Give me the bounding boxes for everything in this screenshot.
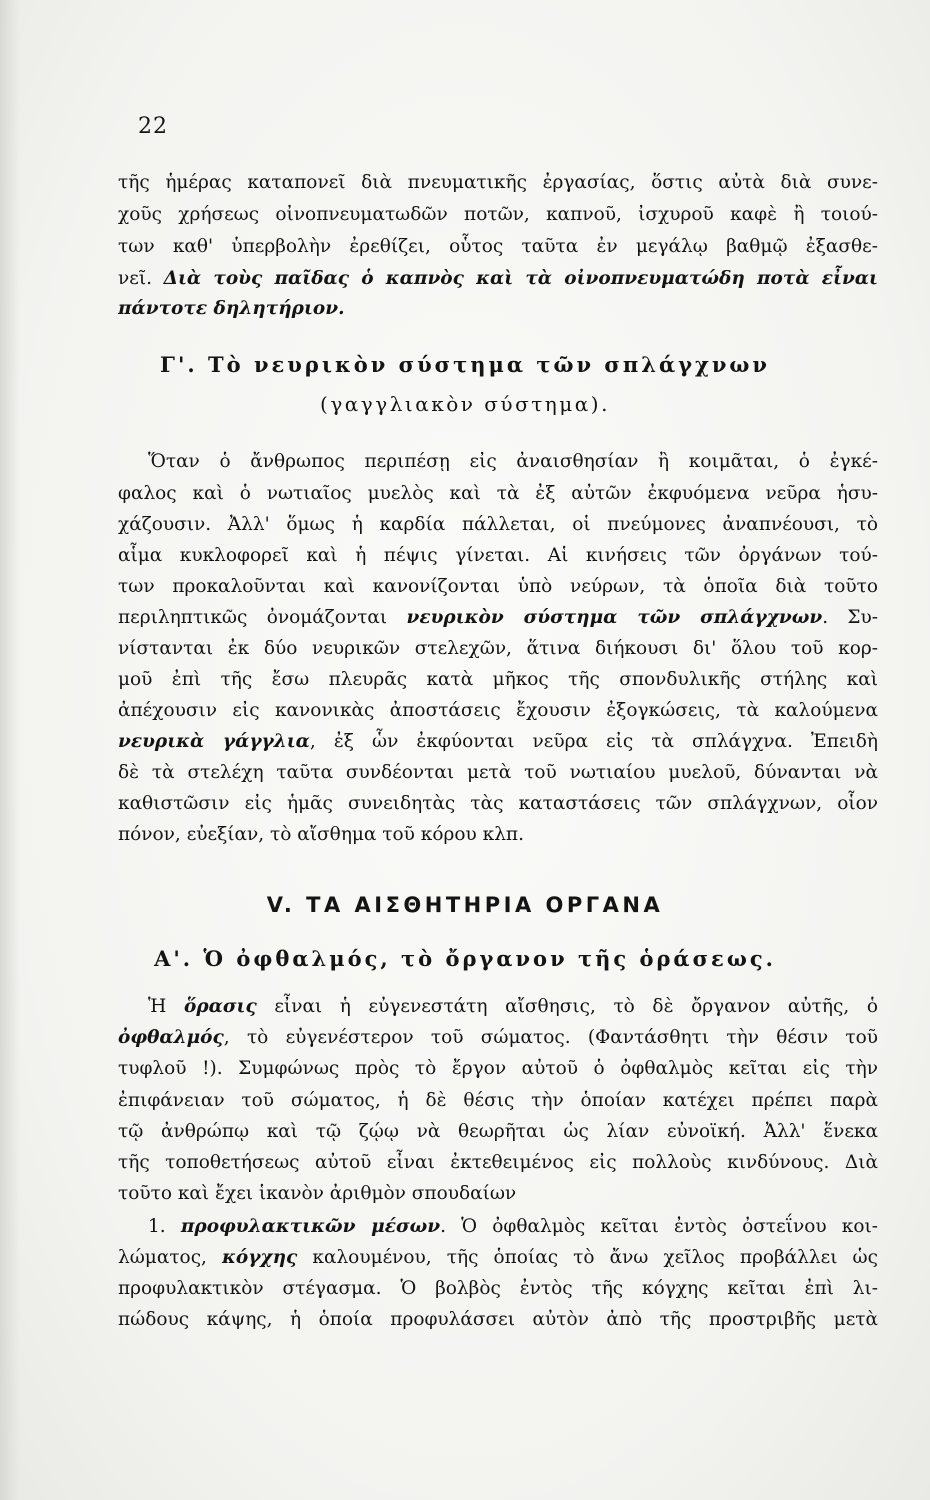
plain-text: καλουμένου, τῆς ὁποίας τὸ ἄνω χεῖλος προβάλλει ὡς <box>297 1247 878 1268</box>
paragraph-line: τῆς τοποθετήσεως αὐτοῦ εἶναι ἐκτεθειμένος εἰς πολλοὺς κινδύνους. Διὰ <box>118 1152 878 1173</box>
paragraph-line: καθιστῶσιν εἰς ἡμᾶς συνειδητὰς τὰς καταστάσεις τῶν σπλάγχνων, οἷον <box>118 793 878 814</box>
page-edge-shadow <box>0 0 20 1500</box>
paragraph-line <box>148 992 878 1022</box>
emphasis-text: κόγχης <box>222 1247 298 1268</box>
paragraph-line: τυφλοῦ !). Συμφώνως πρὸς τὸ ἔργον αὐτοῦ ὁ ὀφθαλμὸς κεῖται εἰς τὴν <box>118 1058 878 1079</box>
section-heading: Γ'. Τὸ νευρικὸν σύστημα τῶν σπλάγχνων <box>160 352 770 377</box>
paragraph-line: χοῦς χρήσεως οἰνοπνευματωδῶν ποτῶν, καπνοῦ, ἰσχυροῦ καφὲ ἢ τοιού- <box>118 204 878 225</box>
paragraph-line: προφυλακτικὸν στέγασμα. Ὁ βολβὸς ἐντὸς τῆς κόγχης κεῖται ἐπὶ λι- <box>118 1278 878 1299</box>
paragraph-line: των προκαλοῦνται καὶ κανονίζονται ὑπὸ νεύρων, τὰ ὁποῖα διὰ τοῦτο <box>118 576 878 597</box>
paragraph-line: αἷμα κυκλοφορεῖ καὶ ἡ πέψις γίνεται. Αἱ κινήσεις τῶν ὀργάνων τού- <box>118 545 878 566</box>
plain-text: περιληπτικῶς ὀνομάζονται <box>118 607 407 628</box>
emphasis-text: νευρικὸν σύστημα τῶν σπλάγχνων <box>406 607 823 628</box>
plain-text: , ἐξ ὧν ἐκφύονται νεῦρα εἰς τὰ σπλάγχνα. Ἐπειδὴ <box>309 731 878 752</box>
paragraph-line: ἐπιφάνειαν τοῦ σώματος, ἡ δὲ θέσις τὴν ὁποίαν κατέχει πρέπει παρὰ <box>118 1090 878 1111</box>
paragraph-line <box>148 1212 878 1242</box>
paragraph-line: φαλος καὶ ὁ νωτιαῖος μυελὸς καὶ τὰ ἐξ αὐτῶν ἐκφυόμενα νεῦρα ἡσυ- <box>118 483 878 504</box>
paragraph-line: τῆς ἡμέρας καταπονεῖ διὰ πνευματικῆς ἐργασίας, ὅστις αὐτὰ διὰ συνε- <box>118 172 878 193</box>
paragraph-line: Ὅταν ὁ ἄνθρωπος περιπέσῃ εἰς ἀναισθησίαν ἢ κοιμᾶται, ὁ ἐγκέ- <box>148 451 878 472</box>
plain-text: . Ὁ ὀφθαλμὸς κεῖται ἐντὸς ὀστεΐνου κοι- <box>440 1216 878 1237</box>
plain-text: 1. <box>148 1216 181 1237</box>
paragraph-line <box>118 1023 878 1053</box>
chapter-heading: V. ΤΑ ΑΙΣΘΗΤΗΡΙΑ ΟΡΓΑΝΑ <box>266 893 664 917</box>
emphasis-text: προφυλακτικῶν μέσων <box>180 1216 441 1237</box>
paragraph-line: νίστανται ἐκ δύο νευρικῶν στελεχῶν, ἅτινα διήκουσι δι' ὅλου τοῦ κορ- <box>118 638 878 659</box>
paragraph-line <box>118 294 878 324</box>
plain-text: Ἡ <box>148 996 184 1017</box>
paragraph-line <box>118 1243 878 1273</box>
emphasis-text: νευρικὰ γάγγλια <box>118 731 310 752</box>
paragraph-line: μοῦ ἐπὶ τῆς ἔσω πλευρᾶς κατὰ μῆκος τῆς σπονδυλικῆς στήλης καὶ <box>118 669 878 690</box>
paragraph-line <box>118 603 878 633</box>
emphasis-text: Διὰ τοὺς παῖδας ὁ καπνὸς καὶ τὰ οἰνοπνευματώδη ποτὰ εἶναι <box>163 268 878 289</box>
plain-text: . Συ- <box>822 607 878 628</box>
paragraph-line: των καθ' ὑπερβολὴν ἐρεθίζει, οὗτος ταῦτα ἐν μεγάλῳ βαθμῷ ἐξασθε- <box>118 236 878 257</box>
paragraph-line: πόνον, εὐεξίαν, τὸ αἴσθημα τοῦ κόρου κλπ. <box>118 824 524 845</box>
paragraph-line: πώδους κάψης, ἡ ὁποία προφυλάσσει αὐτὸν ἀπὸ τῆς προστριβῆς μετὰ <box>118 1309 878 1330</box>
paragraph-line: χάζουσιν. Ἀλλ' ὅμως ἡ καρδία πάλλεται, οἱ πνεύμονες ἀναπνέουσι, τὸ <box>118 514 878 535</box>
plain-text: νεῖ. <box>118 268 164 289</box>
paragraph-line: τοῦτο καὶ ἔχει ἱκανὸν ἀριθμὸν σπουδαίων <box>118 1183 517 1204</box>
paragraph-line: ἀπέχουσιν εἰς κανονικὰς ἀποστάσεις ἔχουσιν ἐξογκώσεις, τὰ καλούμενα <box>118 700 878 721</box>
plain-text: , τὸ εὐγενέστερον τοῦ σώματος. (Φαντάσθητι τὴν θέσιν τοῦ <box>223 1027 878 1048</box>
plain-text: εἶναι ἡ εὐγενεστάτη αἴσθησις, τὸ δὲ ὄργανον αὐτῆς, ὁ <box>256 996 878 1017</box>
emphasis-text: ὀφθαλμός <box>118 1027 224 1048</box>
paragraph-line <box>118 727 878 757</box>
page-number: 22 <box>138 114 168 139</box>
emphasis-text: ὅρασις <box>183 996 257 1017</box>
paragraph-line: τῷ ἀνθρώπῳ καὶ τῷ ζῴῳ νὰ θεωρῆται ὡς λίαν εὐνοϊκή. Ἀλλ' ἕνεκα <box>118 1121 878 1142</box>
emphasis-text: πάντοτε δηλητήριον. <box>118 298 345 319</box>
plain-text: λώματος, <box>118 1247 223 1268</box>
paragraph-line: δὲ τὰ στελέχη ταῦτα συνδέονται μετὰ τοῦ νωτιαίου μυελοῦ, δύνανται νὰ <box>118 762 878 783</box>
paragraph-line <box>118 264 878 294</box>
section-heading: Α'. Ὁ ὀφθαλμός, τὸ ὄργανον τῆς ὁράσεως. <box>154 946 776 971</box>
section-subheading: (γαγγλιακὸν σύστημα). <box>320 392 610 416</box>
